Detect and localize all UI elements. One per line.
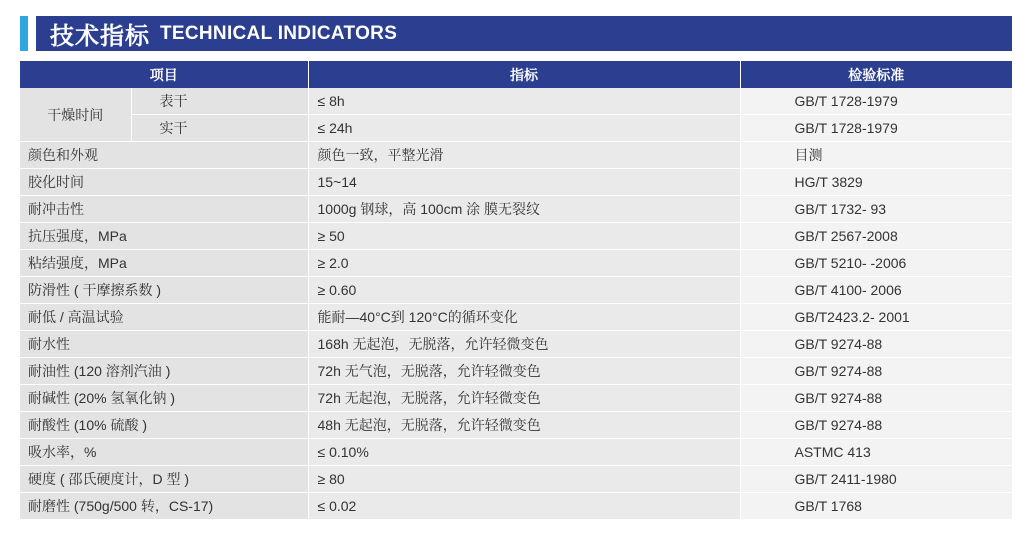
drying-time-label: 干燥时间: [20, 88, 131, 142]
indicator-value: 72h 无气泡，无脱落，允许轻微变色: [308, 358, 740, 385]
standard-value: GB/T 9274-88: [740, 331, 1012, 358]
standard-value: GB/T 9274-88: [740, 358, 1012, 385]
table-row: [20, 250, 1012, 277]
standard-value: GB/T 2567-2008: [740, 223, 1012, 250]
standard-value: GB/T 2411-1980: [740, 466, 1012, 493]
table-row: [20, 304, 1012, 331]
table-row: [20, 115, 1012, 142]
column-header-indicator: 指标: [308, 61, 740, 88]
table-body: [20, 88, 1012, 520]
indicator-value: ≤ 0.02: [308, 493, 740, 520]
item-label: 耐磨性 (750g/500 转，CS-17): [20, 493, 308, 520]
standard-value: HG/T 3829: [740, 169, 1012, 196]
item-label: 硬度 ( 邵氏硬度计，D 型 ): [20, 466, 308, 493]
indicator-value: 72h 无起泡，无脱落，允许轻微变色: [308, 385, 740, 412]
indicator-value: ≥ 50: [308, 223, 740, 250]
standard-value: GB/T 4100- 2006: [740, 277, 1012, 304]
table-row: [20, 88, 1012, 115]
table-row: [20, 223, 1012, 250]
standard-value: GB/T 9274-88: [740, 412, 1012, 439]
table-row: [20, 142, 1012, 169]
standard-value: GB/T 5210- -2006: [740, 250, 1012, 277]
table-row: [20, 466, 1012, 493]
section-header: [20, 16, 1012, 51]
table-row: [20, 385, 1012, 412]
standard-value: GB/T 1732- 93: [740, 196, 1012, 223]
column-header-item: 项目: [20, 61, 308, 88]
table-row: [20, 196, 1012, 223]
item-label: 抗压强度，MPa: [20, 223, 308, 250]
standard-value: GB/T 9274-88: [740, 385, 1012, 412]
header-title-bar: [36, 16, 1012, 51]
item-label: 耐低 / 高温试验: [20, 304, 308, 331]
standard-value: GB/T 1728-1979: [740, 88, 1012, 115]
indicator-value: 168h 无起泡，无脱落，允许轻微变色: [308, 331, 740, 358]
indicator-value: 15~14: [308, 169, 740, 196]
standard-value: GB/T 1768: [740, 493, 1012, 520]
item-label: 防滑性 ( 干摩擦系数 ): [20, 277, 308, 304]
table-row: [20, 493, 1012, 520]
item-label: 耐油性 (120 溶剂汽油 ): [20, 358, 308, 385]
table-header-row: [20, 61, 1012, 88]
drying-sub-label: 实干: [131, 115, 308, 142]
indicator-value: 48h 无起泡，无脱落，允许轻微变色: [308, 412, 740, 439]
indicator-value: ≤ 24h: [308, 115, 740, 142]
indicator-value: 能耐—40°C到 120°C的循环变化: [308, 304, 740, 331]
standard-value: GB/T2423.2- 2001: [740, 304, 1012, 331]
item-label: 吸水率，%: [20, 439, 308, 466]
standard-value: 目测: [740, 142, 1012, 169]
title-english: TECHNICAL INDICATORS: [160, 22, 398, 44]
item-label: 胶化时间: [20, 169, 308, 196]
indicator-value: ≤ 0.10%: [308, 439, 740, 466]
indicator-value: ≥ 0.60: [308, 277, 740, 304]
item-label: 耐碱性 (20% 氢氧化钠 ): [20, 385, 308, 412]
indicator-value: 1000g 钢球，高 100cm 涂 膜无裂纹: [308, 196, 740, 223]
table-row: [20, 277, 1012, 304]
indicator-value: 颜色一致，平整光滑: [308, 142, 740, 169]
standard-value: ASTMC 413: [740, 439, 1012, 466]
indicator-value: ≥ 80: [308, 466, 740, 493]
item-label: 颜色和外观: [20, 142, 308, 169]
standard-value: GB/T 1728-1979: [740, 115, 1012, 142]
table-row: [20, 358, 1012, 385]
item-label: 耐酸性 (10% 硫酸 ): [20, 412, 308, 439]
item-label: 耐冲击性: [20, 196, 308, 223]
drying-sub-label: 表干: [131, 88, 308, 115]
indicator-value: ≤ 8h: [308, 88, 740, 115]
header-accent-bar: [20, 16, 28, 51]
table-row: [20, 331, 1012, 358]
table-row: [20, 169, 1012, 196]
indicator-value: ≥ 2.0: [308, 250, 740, 277]
item-label: 耐水性: [20, 331, 308, 358]
table-row: [20, 439, 1012, 466]
item-label: 粘结强度，MPa: [20, 250, 308, 277]
column-header-standard: 检验标准: [740, 61, 1012, 88]
indicators-table: [20, 61, 1012, 520]
table-row: [20, 412, 1012, 439]
title-chinese: 技术指标: [50, 22, 150, 50]
